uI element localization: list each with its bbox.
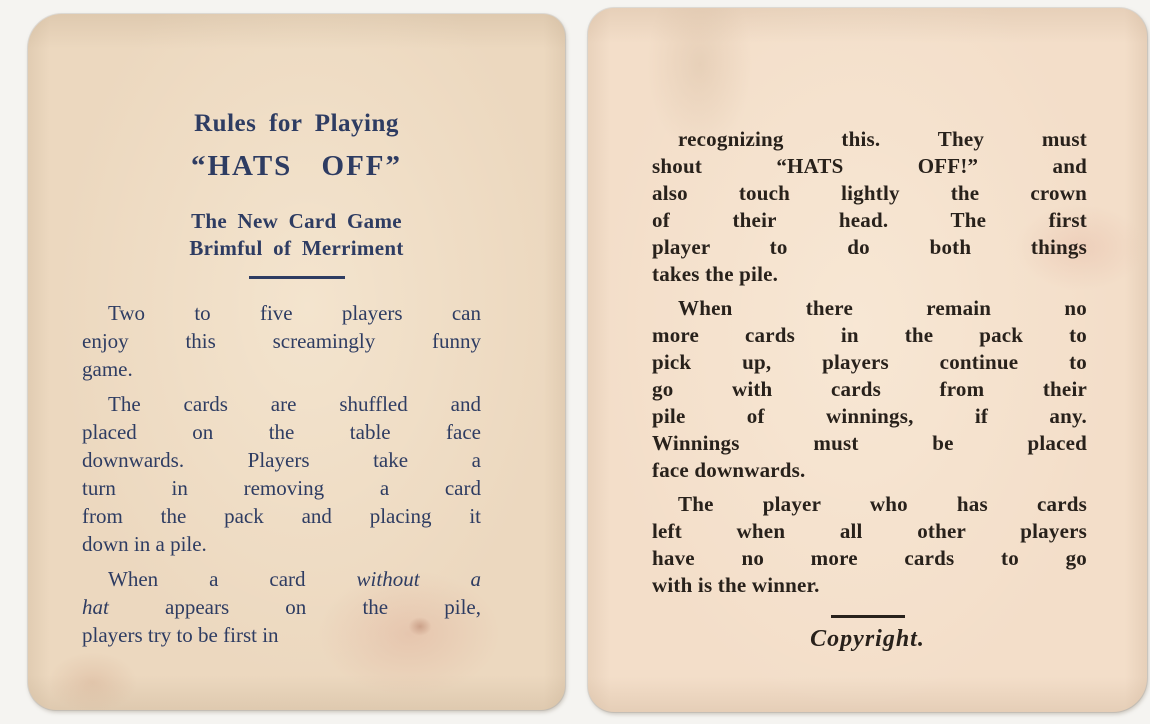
rules-card-back	[588, 8, 1147, 712]
text-line: pile of winnings, if any.	[652, 404, 1087, 428]
text-line: more cards in the pack to	[652, 323, 1087, 347]
card-subtitle-line2: Brimful of Merriment	[189, 236, 404, 260]
paragraph	[652, 295, 1087, 484]
text-line: Winnings must be placed	[652, 431, 1087, 455]
text-line: of their head. The first	[652, 208, 1087, 232]
text-line: The cards are shuffled and	[108, 392, 481, 416]
text-line: have no more cards to go	[652, 546, 1087, 570]
text-line: from the pack and placing it	[82, 504, 481, 528]
text-line: When a card without a	[108, 567, 481, 591]
game-name-title: “HATS OFF”	[190, 150, 403, 182]
title-block	[28, 14, 565, 184]
text-line: The player who has cards	[678, 492, 1087, 516]
text-line: hat appears on the pile,	[82, 595, 481, 619]
text-line: recognizing this. They must	[678, 127, 1087, 151]
rules-text-front	[28, 299, 565, 649]
card-subtitle-line1: The New Card Game	[191, 209, 402, 233]
text-line: downwards. Players take a	[82, 448, 481, 472]
rules-card-front	[28, 14, 565, 710]
paragraph	[652, 126, 1087, 288]
text-line: Two to five players can	[108, 301, 481, 325]
text-line: player to do both things	[652, 235, 1087, 259]
text-line: pick up, players continue to	[652, 350, 1087, 374]
text-line: players try to be first in	[82, 623, 279, 647]
paragraph	[82, 565, 481, 649]
card-title: Rules for Playing	[194, 110, 399, 137]
text-line: down in a pile.	[82, 532, 207, 556]
text-line: also touch lightly the crown	[652, 181, 1087, 205]
paragraph	[652, 491, 1087, 599]
subtitle-block	[28, 208, 565, 262]
text-line: left when all other players	[652, 519, 1087, 543]
divider-rule	[249, 276, 345, 279]
text-line: enjoy this screamingly funny	[82, 329, 481, 353]
text-line: game.	[82, 357, 133, 381]
text-line: with is the winner.	[652, 573, 820, 597]
copyright-label: Copyright.	[810, 626, 925, 652]
paragraph	[82, 390, 481, 558]
text-line: When there remain no	[678, 296, 1087, 320]
text-line: turn in removing a card	[82, 476, 481, 500]
copyright-divider-rule	[831, 615, 905, 618]
text-line: shout “HATS OFF!” and	[652, 154, 1087, 178]
text-line: takes the pile.	[652, 262, 779, 286]
text-line: go with cards from their	[652, 377, 1087, 401]
text-line: placed on the table face	[82, 420, 481, 444]
text-line: face downwards.	[652, 458, 806, 482]
paragraph	[82, 299, 481, 383]
rules-text-back	[588, 8, 1147, 599]
